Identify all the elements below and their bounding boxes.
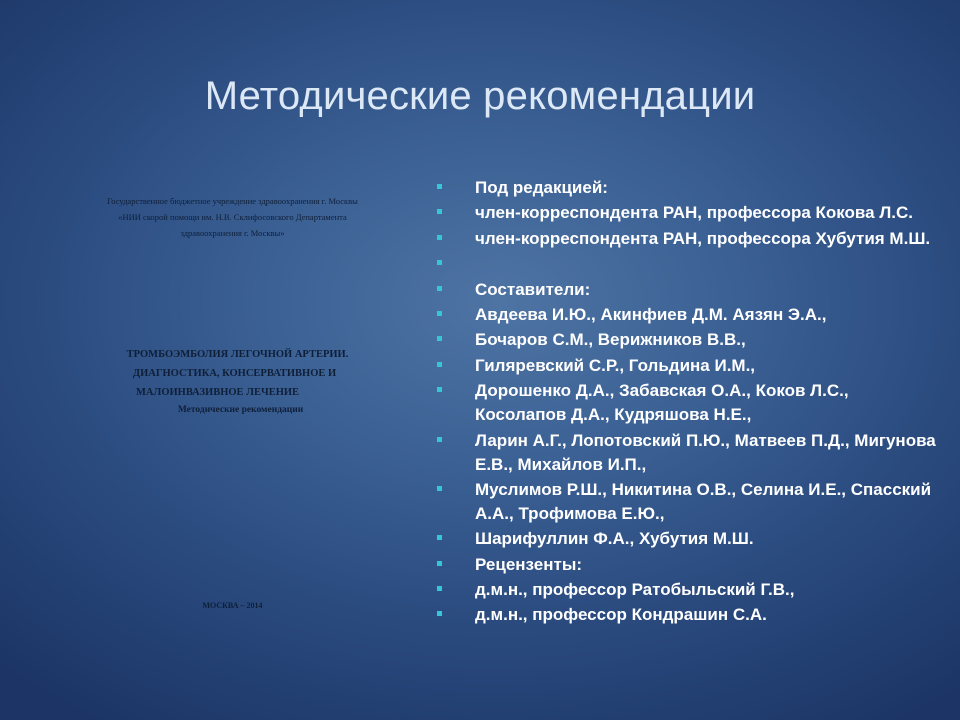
bullet-icon <box>437 362 442 367</box>
credits-list-item: член-корреспондента РАН, профессора Хубутия М.Ш. <box>437 227 937 251</box>
bullet-icon <box>437 387 442 392</box>
credits-list-item: Гиляревский С.Р., Гольдина И.М., <box>437 354 937 378</box>
cover-org-line: здравоохранения г. Москвы» <box>180 228 285 238</box>
bullet-icon <box>437 209 442 214</box>
slide-title: Методические рекомендации <box>204 74 756 118</box>
credits-list-item: член-корреспондента РАН, профессора Кокова Л.С. <box>437 201 937 225</box>
cover-organization <box>70 193 395 241</box>
credits-list-item: Составители: <box>437 278 937 302</box>
bullet-icon <box>437 260 442 265</box>
cover-city-year: МОСКВА – 2014 <box>202 601 263 610</box>
bullet-icon <box>437 437 442 442</box>
bullet-icon <box>437 286 442 291</box>
cover-subtitle: Методические рекомендации <box>177 405 304 415</box>
credits-list-item: Шарифуллин Ф.А., Хубутия М.Ш. <box>437 527 937 551</box>
credits-list-item <box>437 252 937 276</box>
credits-list-item: Авдеева И.Ю., Акинфиев Д.М. Аязян Э.А., <box>437 303 937 327</box>
bullet-icon <box>437 586 442 591</box>
bullet-icon <box>437 235 442 240</box>
cover-title-line: ДИАГНОСТИКА, КОНСЕРВАТИВНОЕ И <box>132 368 337 379</box>
credits-list-item: Бочаров С.М., Верижников В.В., <box>437 328 937 352</box>
credits-list-item: д.м.н., профессор Ратобыльский Г.В., <box>437 578 937 602</box>
bullet-icon <box>437 486 442 491</box>
credits-list-item: Ларин А.Г., Лопотовский П.Ю., Матвеев П.Д., Мигунова Е.В., Михайлов И.П., <box>437 429 937 477</box>
cover-title <box>70 345 395 402</box>
credits-list-item: Под редакцией: <box>437 176 937 200</box>
cover-org-line: «НИИ скорой помощи им. Н.В. Склифосовского Департамента <box>118 212 347 222</box>
cover-org-line: Государственное бюджетное учреждение здравоохранения г. Москвы <box>107 196 358 206</box>
document-cover-image <box>70 185 395 625</box>
bullet-icon <box>437 535 442 540</box>
credits-list-item: д.м.н., профессор Кондрашин С.А. <box>437 603 937 627</box>
credits-list-item: Рецензенты: <box>437 553 937 577</box>
bullet-icon <box>437 184 442 189</box>
bullet-icon <box>437 561 442 566</box>
credits-list <box>437 176 937 629</box>
bullet-icon <box>437 611 442 616</box>
bullet-icon <box>437 336 442 341</box>
bullet-icon <box>437 311 442 316</box>
cover-title-line: ТРОМБОЭМБОЛИЯ ЛЕГОЧНОЙ АРТЕРИИ. <box>126 349 349 360</box>
credits-list-item: Дорошенко Д.А., Забавская О.А., Коков Л.С., Косолапов Д.А., Кудряшова Н.Е., <box>437 379 937 427</box>
credits-list-item: Муслимов Р.Ш., Никитина О.В., Селина И.Е., Спасский А.А., Трофимова Е.Ю., <box>437 478 937 526</box>
cover-title-line: МАЛОИНВАЗИВНОЕ ЛЕЧЕНИЕ <box>136 387 300 398</box>
